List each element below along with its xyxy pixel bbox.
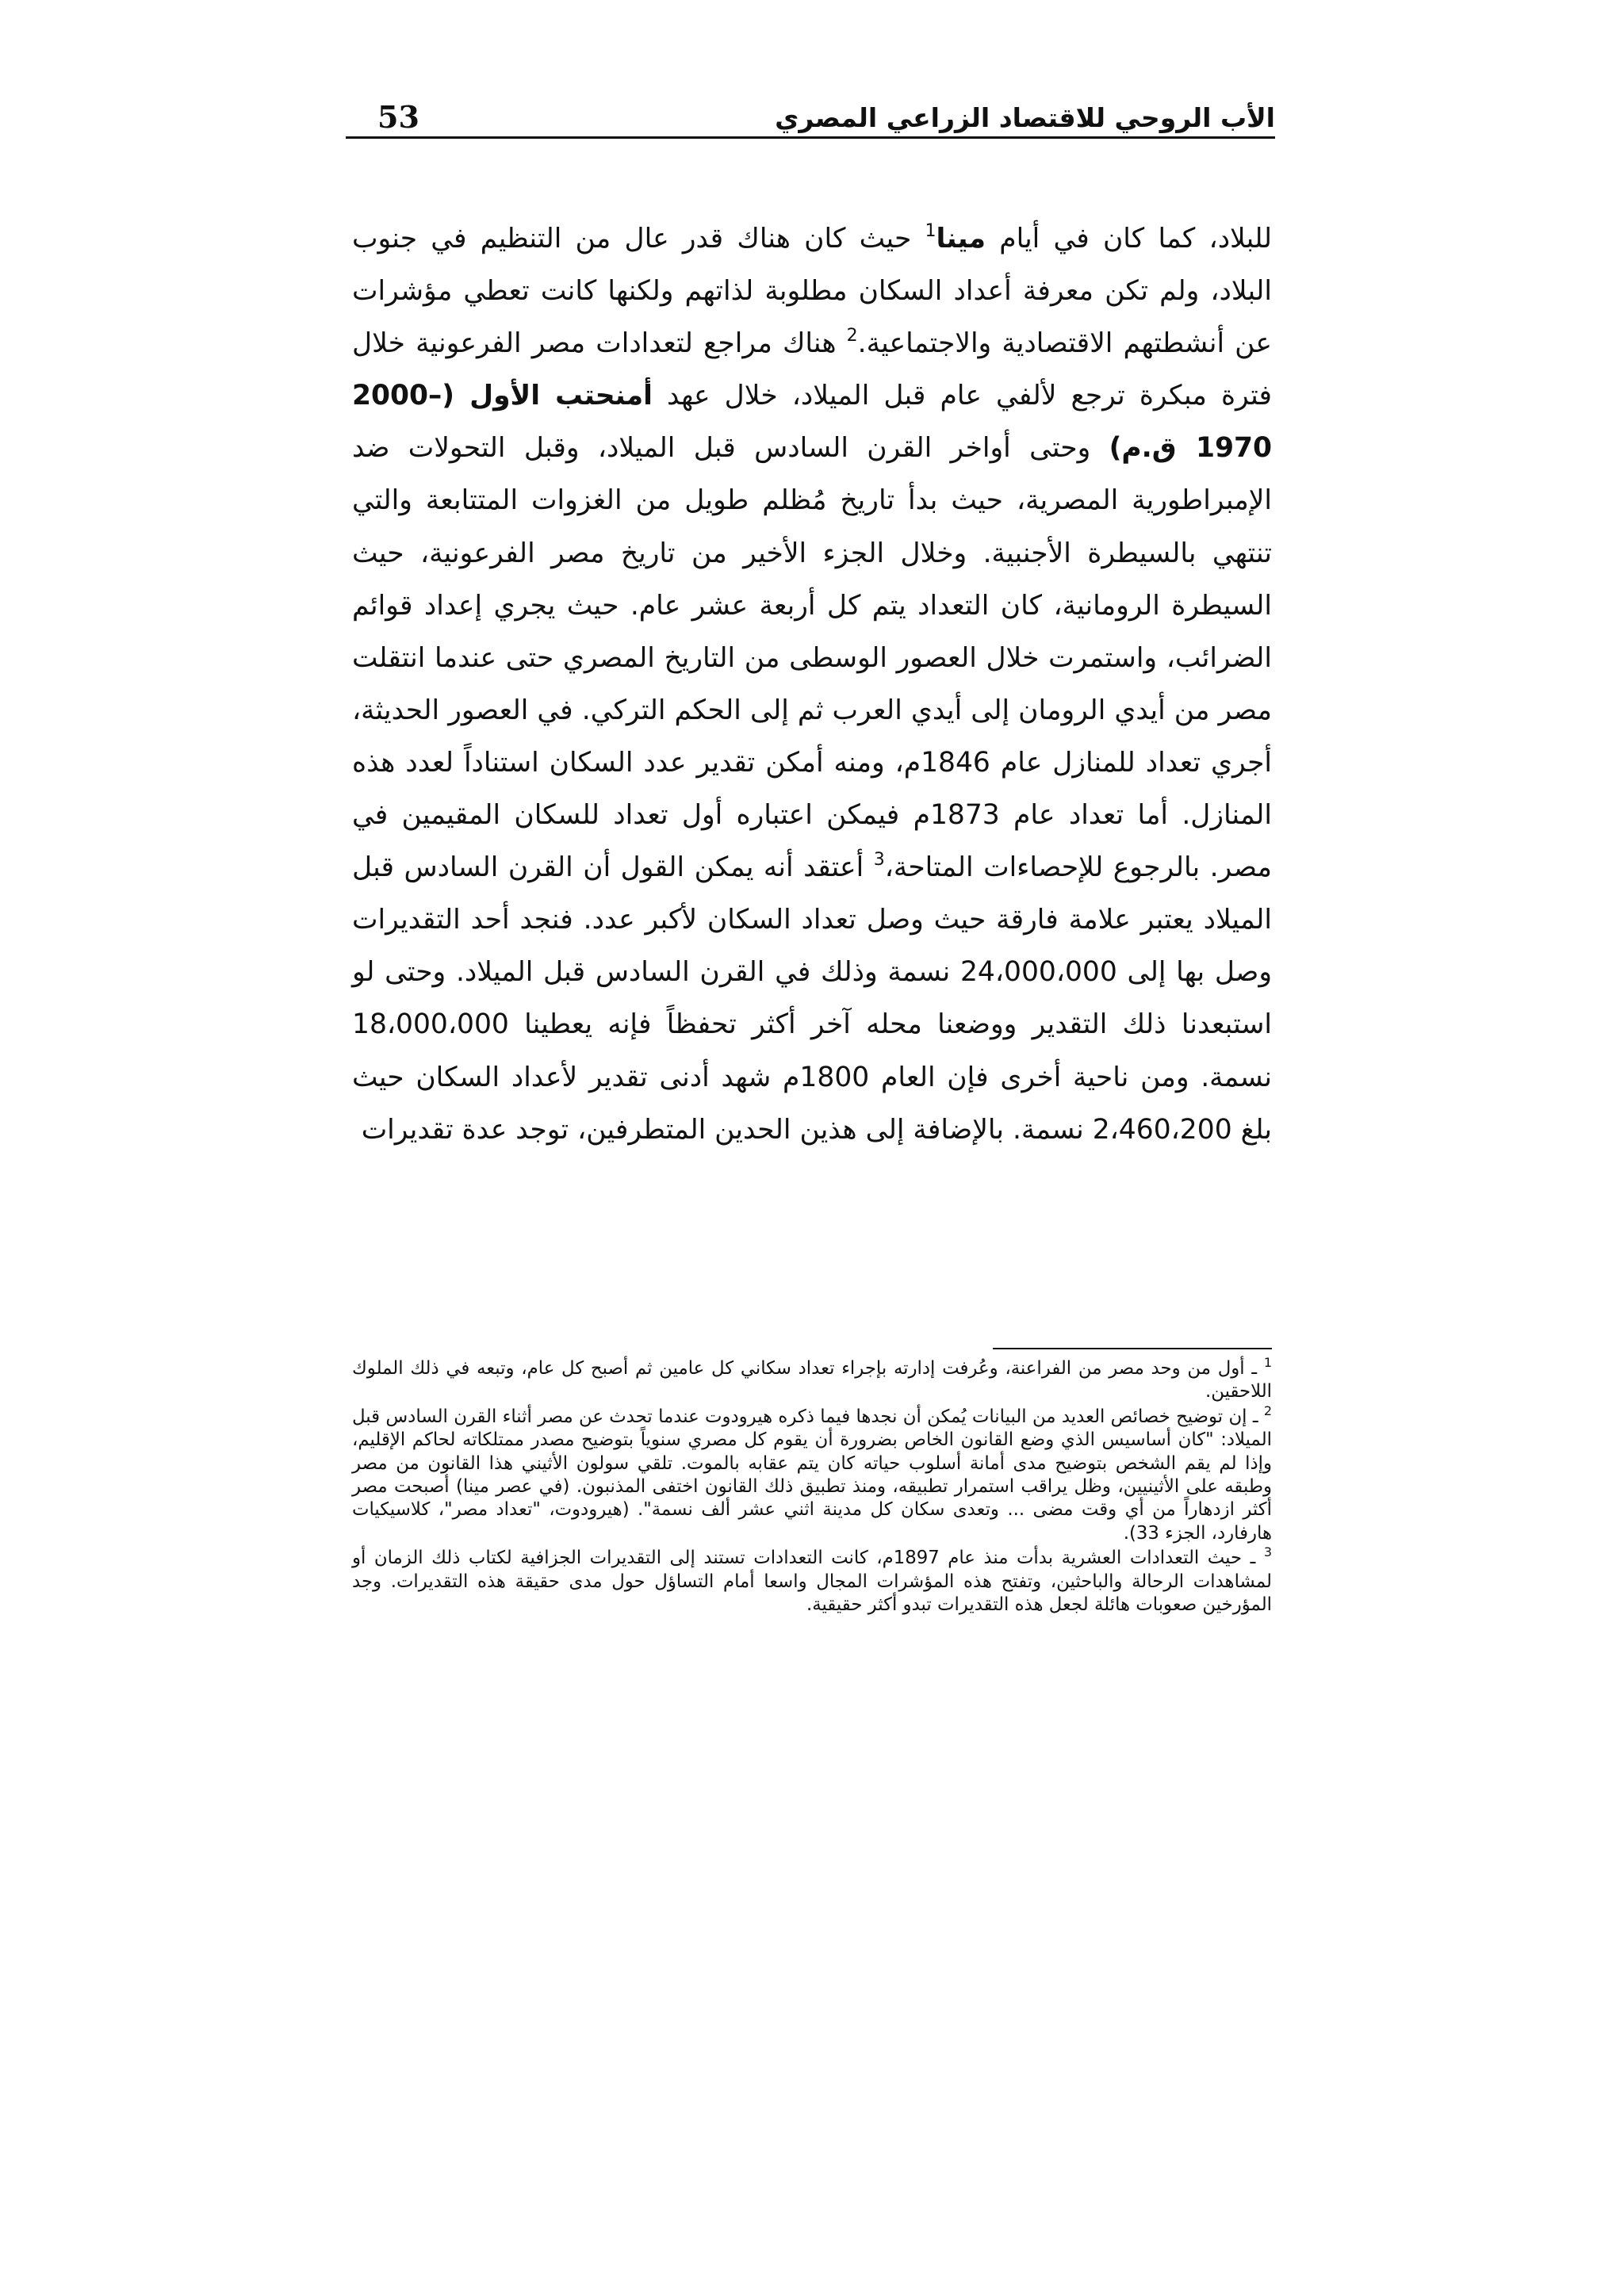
footnote-1	[352, 1357, 1272, 1404]
footnote-ref: 3	[873, 850, 885, 871]
page-number: 53	[377, 99, 419, 135]
bold-date-range: 2000– 1970	[352, 380, 1273, 465]
body-paragraph	[352, 212, 1272, 1156]
footnote-ref: 1	[925, 221, 936, 241]
footnote-number: 2	[1263, 1402, 1272, 1418]
body-text	[352, 212, 1272, 1156]
bold-name-mina: مينا	[936, 223, 986, 254]
bold-dates-close: ق.م)	[1109, 432, 1196, 465]
running-header	[346, 94, 1275, 138]
text-run: هناك مراجع لتعدادات مصر الفرعونية خلال فترة مبكرة ترجع لألفي عام قبل الميلاد، خلال عهد	[352, 327, 1272, 412]
text-run: أعتقد أنه يمكن القول أن القرن السادس قبل الميلاد يعتبر علامة فارقة حيث وصل تعداد السكان لأكبر عدد. فنجد أحد التقديرات وصل بها إلى 24،000،000 نسمة وذلك في القرن السادس قبل الميلاد. وحتى لو استبعدنا ذلك التقدير ووضعنا محله آخر أكثر تحفظاً فإنه يعطينا 18،000،000 نسمة. ومن ناحية أخرى فإن العام 1800م شهد أدنى تقدير لأعداد السكان حيث بلغ 2،460،200 نسمة. بالإضافة إلى هذين الحدين المتطرفين، توجد عدة تقديرات	[352, 851, 1272, 1146]
footnote-text: ـ إن توضيح خصائص العديد من البيانات يُمكن أن نجدها فيما ذكره هيرودوت عندما تحدث عن مصر أثناء القرن السادس قبل الميلاد: "كان أساسيس الذي وضع القانون الخاص بضرورة أن يقوم كل مصري سنوياً بتوضيح مصدر ممتلكاته لحاكم الإقليم، وإذا لم يقم الشخص بتوضيح مدى أمانة أسلوب حياته كان يتم عقابه بالموت. تلقي سولون الأثيني هذا القانون من مصر وطبقه على الأثينيين، وظل يراقب استمرار تطبيقه، ومنذ تطبيق ذلك القانون اختفى المذنبون. (في عصر مينا) أصبحت مصر أكثر ازدهاراً من أي وقت مضى ... وتعدى سكان كل مدينة اثني عشر ألف نسمة". (هيرودوت، "تعداد مصر"، كلاسيكيات هارفارد، الجزء 33).	[352, 1406, 1272, 1544]
bold-name-amenhotep: أمنحتب الأول	[469, 380, 653, 412]
text-run: وحتى أواخر القرن السادس قبل الميلاد، وقبل التحولات ضد الإمبراطورية المصرية، حيث بدأ تاريخ مُظلم طويل من الغزوات المتتابعة والتي تنتهي بالسيطرة الأجنبية. وخلال الجزء الأخير من تاريخ مصر الفرعونية، حيث السيطرة الرومانية، كان التعداد يتم كل أربعة عشر عام. حيث يجري إعداد قوائم الضرائب، واستمرت خلال العصور الوسطى من التاريخ المصري حتى عندما انتقلت مصر من أيدي الرومان إلى أيدي العرب ثم إلى الحكم التركي. في العصور الحديثة، أجري تعداد للمنازل عام 1846م، ومنه أمكن تقدير عدد السكان استناداً لعدد هذه المنازل. أما تعداد عام 1873م فيمكن اعتباره أول تعداد للسكان المقيمين في مصر. بالرجوع للإحصاءات المتاحة،	[352, 432, 1272, 884]
footnote-3	[352, 1544, 1272, 1617]
text-run: حيث كان هناك قدر عال من التنظيم في جنوب البلاد، ولم تكن معرفة أعداد السكان مطلوبة لذاتهم ولكنها كانت تعطي مؤشرات عن أنشطتهم الاقتصادية والاجتماعية.	[352, 223, 1272, 360]
footnote-separator	[993, 1348, 1272, 1349]
footnote-text: ـ أول من وحد مصر من الفراعنة، وعُرفت إدارته بإجراء تعداد سكاني كل عامين ثم أصبح كل عام، وتبعه في ذلك الملوك اللاحقين.	[352, 1358, 1272, 1402]
text-run: للبلاد، كما كان في أيام	[985, 223, 1272, 254]
footnote-text: ـ حيث التعدادات العشرية بدأت منذ عام 1897م، كانت التعدادات تستند إلى التقديرات الجزافية لكتاب ذلك الزمان أو لمشاهدات الرحالة والباحثين، وتفتح هذه المؤشرات المجال واسعا أمام التساؤل حول مدى حقيقة هذه التقديرات. وجد المؤرخين صعوبات هائلة لجعل هذه التقديرات تبدو أكثر حقيقية.	[352, 1548, 1272, 1616]
bold-dates-open: (	[442, 380, 470, 412]
header-divider	[346, 136, 1275, 139]
footnote-number: 1	[1263, 1355, 1272, 1370]
footnotes	[352, 1357, 1272, 1618]
footnote-ref: 2	[846, 326, 858, 346]
footnote-number: 3	[1263, 1544, 1272, 1560]
footnote-2	[352, 1402, 1272, 1545]
running-title: الأب الروحي للاقتصاد الزراعي المصري	[775, 102, 1275, 133]
